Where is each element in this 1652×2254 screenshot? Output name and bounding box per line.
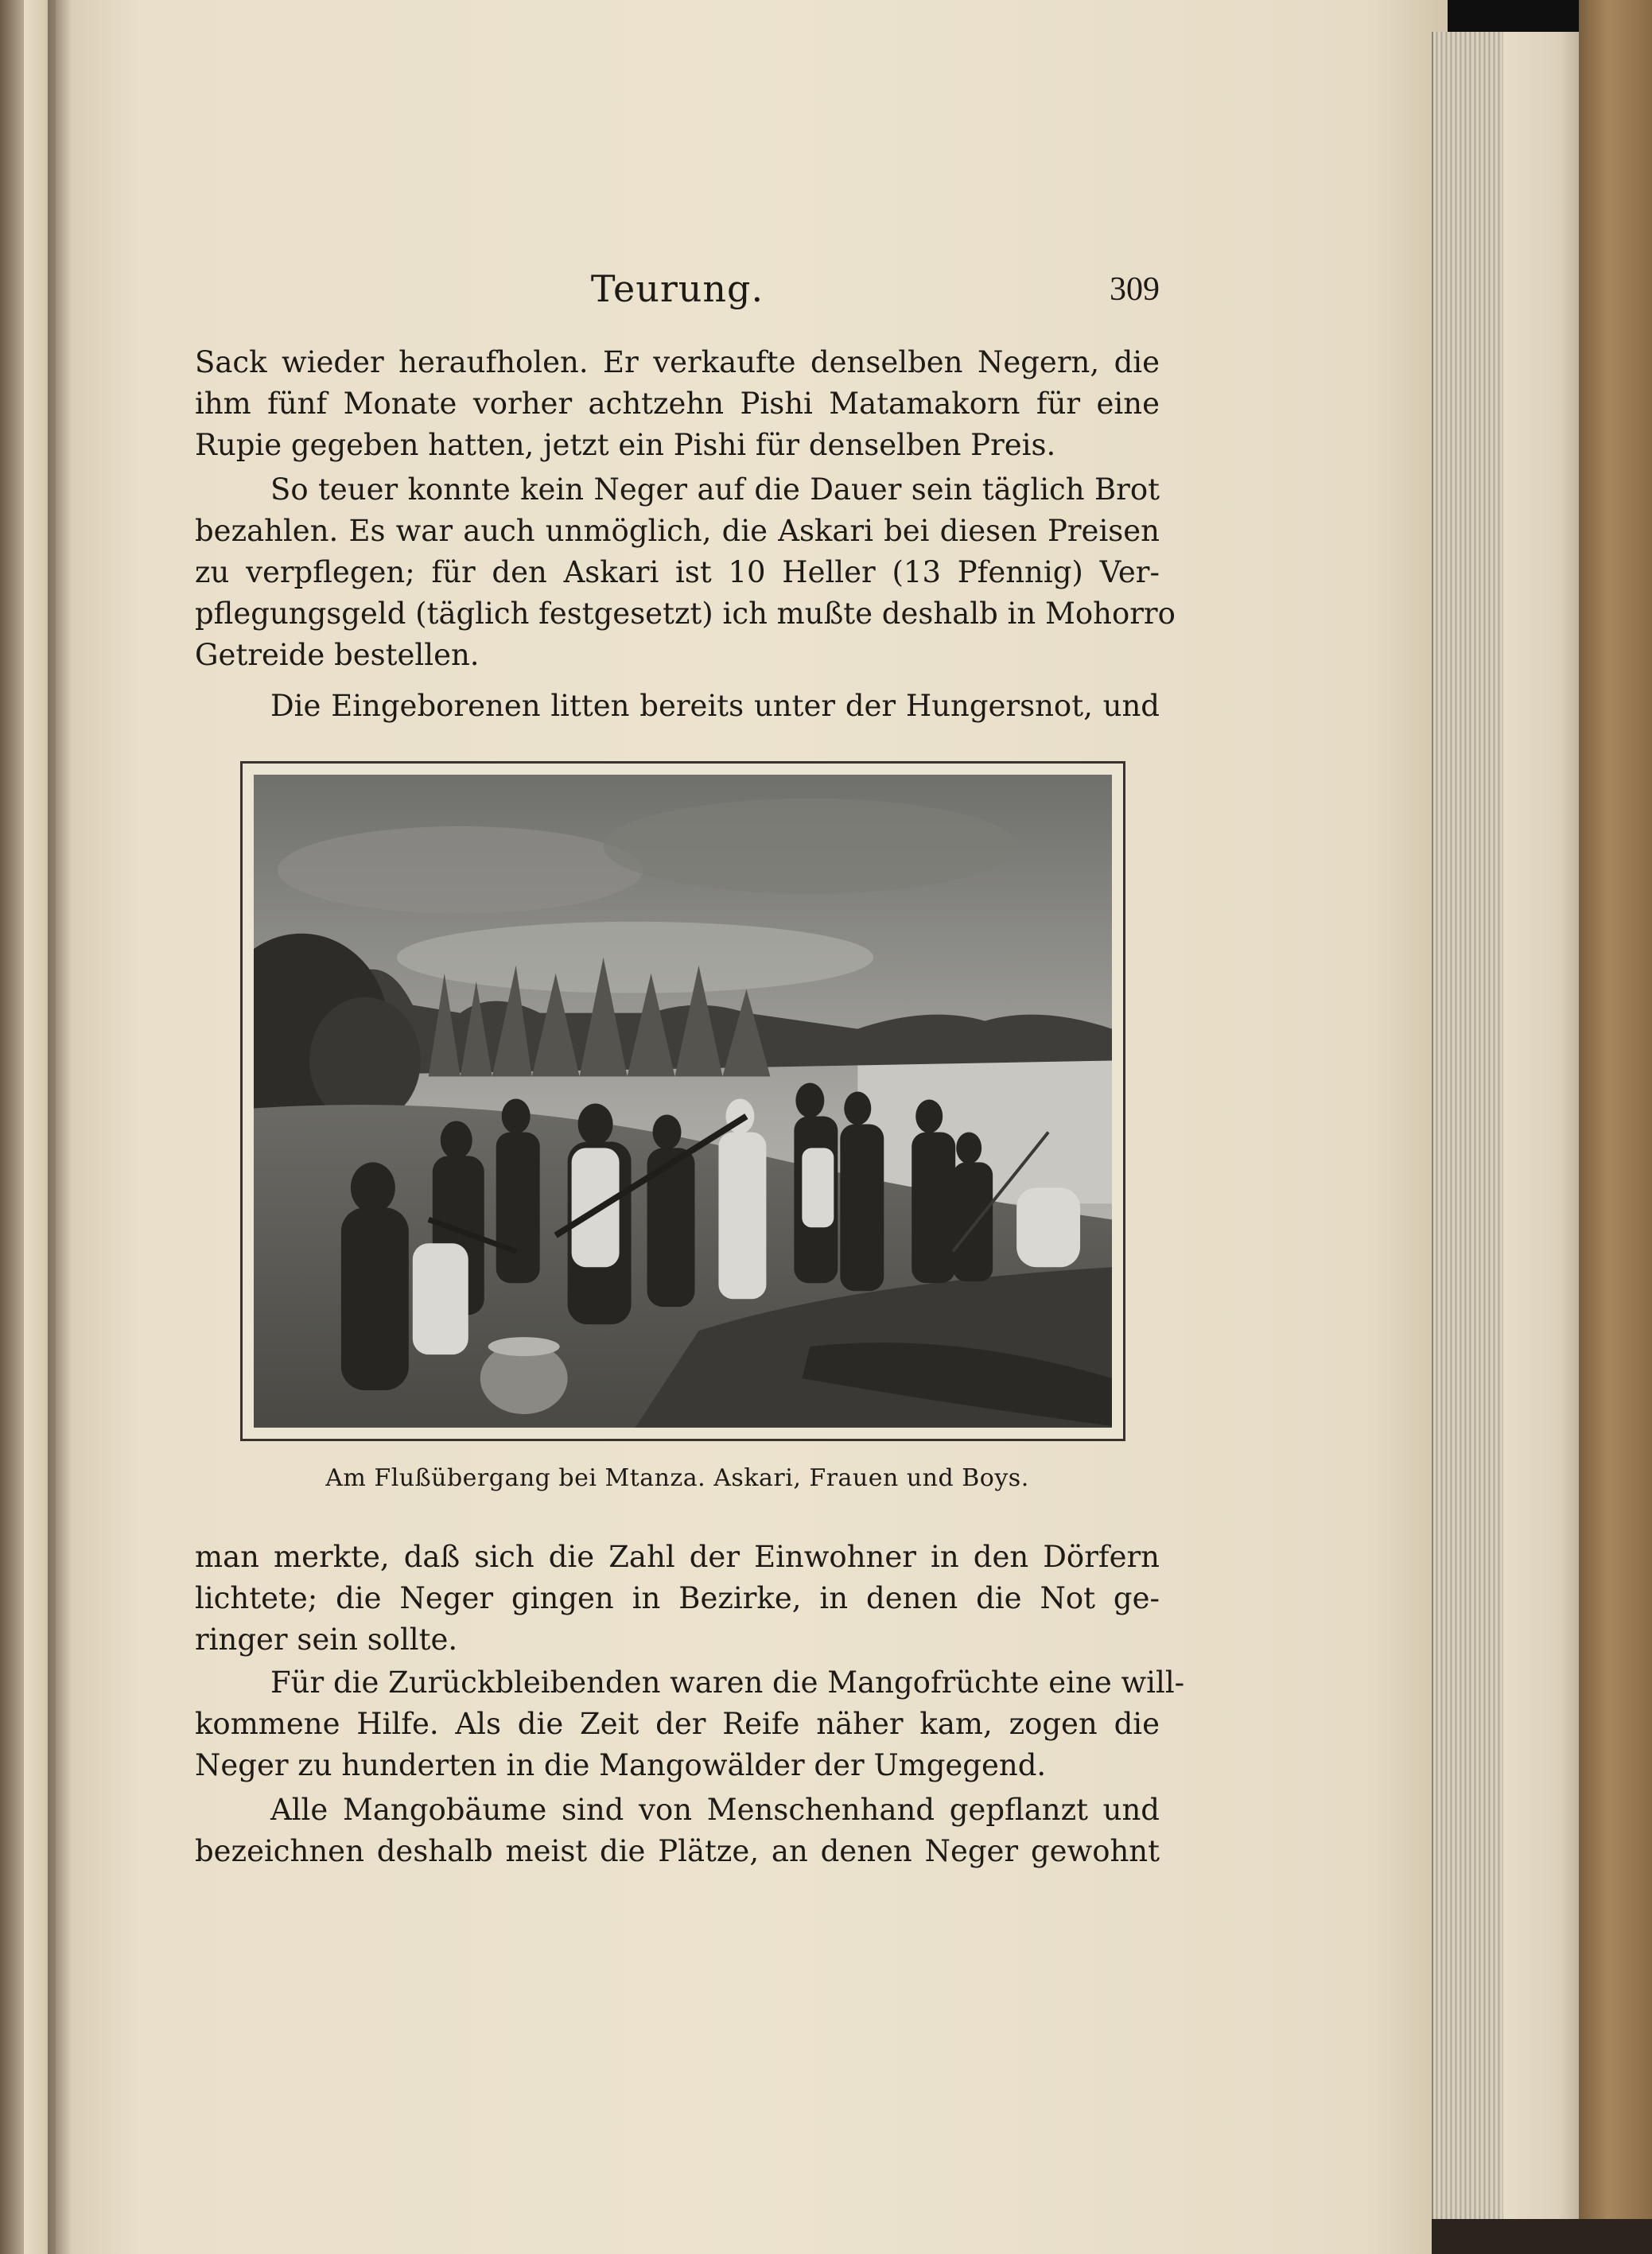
text-line: kommene Hilfe. Als die Zeit der Reife näher kam, zogen die bbox=[195, 1707, 1160, 1741]
text-line: ihm fünf Monate vorher achtzehn Pishi Matamakorn für eine bbox=[195, 387, 1160, 421]
text-line: bezahlen. Es war auch unmöglich, die Askari bei diesen Preisen bbox=[195, 514, 1160, 548]
running-title: Teurung. bbox=[590, 267, 764, 310]
text-line: pflegungsgeld (täglich festgesetzt) ich mußte deshalb in Mohorro bbox=[195, 597, 1176, 631]
text-line: man merkte, daß sich die Zahl der Einwohner in den Dörfern bbox=[195, 1540, 1160, 1574]
text-line: bezeichnen deshalb meist die Plätze, an denen Neger gewohnt bbox=[195, 1834, 1160, 1868]
text-line: Die Eingeborenen litten bereits unter der Hungersnot, und bbox=[270, 689, 1160, 723]
river-crossing-photo bbox=[254, 775, 1112, 1428]
page-number: 309 bbox=[1110, 271, 1160, 308]
running-header bbox=[195, 256, 1160, 328]
text-line: zu verpflegen; für den Askari ist 10 Heller (13 Pfennig) Ver- bbox=[195, 555, 1160, 589]
text-line: Sack wieder heraufholen. Er verkaufte denselben Negern, die bbox=[195, 345, 1160, 379]
text-line: ringer sein sollte. bbox=[195, 1622, 458, 1657]
figure-caption: Am Flußübergang bei Mtanza. Askari, Frauen und Boys. bbox=[325, 1464, 1029, 1492]
text-line: Neger zu hunderten in die Mangowälder der Umgegend. bbox=[195, 1748, 1047, 1782]
text-line: So teuer konnte kein Neger auf die Dauer sein täglich Brot bbox=[270, 472, 1160, 507]
text-line: lichtete; die Neger gingen in Bezirke, in denen die Not ge- bbox=[195, 1581, 1160, 1615]
text-line: Alle Mangobäume sind von Menschenhand gepflanzt und bbox=[270, 1793, 1160, 1827]
photo-figure bbox=[240, 761, 1125, 1441]
text-line: Rupie gegeben hatten, jetzt ein Pishi für denselben Preis. bbox=[195, 428, 1056, 462]
text-line: Für die Zurückbleibenden waren die Mangofrüchte eine will- bbox=[270, 1665, 1185, 1700]
text-line: Getreide bestellen. bbox=[195, 638, 480, 672]
